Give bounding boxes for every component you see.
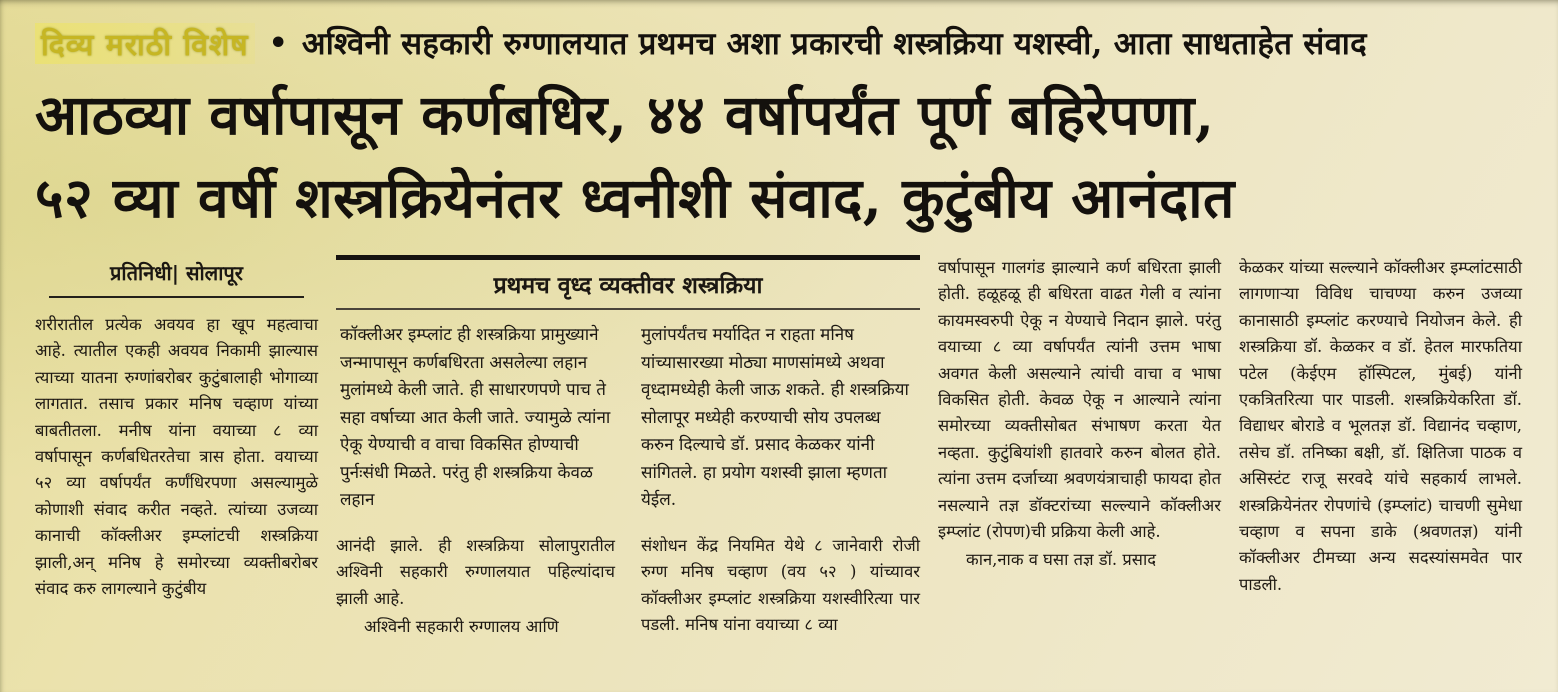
byline: प्रतिनिधी| सोलापूर [49,255,304,298]
column-3 [641,533,920,641]
column-2-3-section [336,255,920,640]
article-body [35,255,1523,640]
column-2-paragraph-2: अश्विनी सहकारी रुग्णालय आणि [364,616,559,636]
infobox-title: प्रथमच वृध्द व्यक्तीवर शस्त्रक्रिया [336,262,920,310]
column-4-paragraph-2: कान,नाक व घसा तज्ञ डॉ. प्रसाद [966,550,1156,570]
column-2-paragraph-1: आनंदी झाले. ही शस्त्रक्रिया सोलापुरातील अश्विनी सहकारी रुग्णालयात पहिल्यांदाच झाली आहे. [336,535,615,608]
column-1 [35,255,318,602]
column-2 [336,533,615,641]
infobox-right-text: मुलांपर्यंतच मर्यादित न राहता मनिष यांच्यासारख्या मोठ्या माणसांमध्ये अथवा वृध्दामध्येही केली जाऊ शकते. ही शस्त्रक्रिया सोलापूर मध्येही करण्याची सोय उपलब्ध करुन दिल्याचे डॉ. प्रसाद केळकर यांनी सांगितले. हा प्रयोग यशस्वी झाला म्हणता येईल. [641,325,909,511]
masthead-logo: दिव्य मराठी विशेष [35,23,255,64]
column-4-paragraph-1: वर्षापासून गालगंड झाल्याने कर्ण बधिरता झाली होती. हळूहळू ही बधिरता वाढत गेली व त्यांना कायमस्वरुपी ऐकू न येण्याचे निदान झाले. परंतु वयाच्या ८ व्या वर्षापर्यंत त्यांनी उत्तम भाषा अवगत केली असल्याने त्यांची वाचा व भाषा विकसित होती. केवळ ऐकू न आल्याने त्यांना समोरच्या व्यक्तीसोबत संभाषण करता येत नव्हता. कुटुंबियांशी हातवारे करुन बोलत होते. त्यांना उत्तम दर्जाच्या श्रवणयंत्राचाही फायदा होत नसल्याने तज्ञ डॉक्टरांच्या सल्ल्याने कॉक्लीअर इम्प्लांट (रोपण)ची प्रक्रिया केली आहे. [938,258,1221,541]
column-4 [938,255,1221,574]
headline-line-2: ५२ व्या वर्षी शस्त्रक्रियेनंतर ध्वनीशी संवाद, कुटुंबीय आनंदात [35,164,1235,230]
kicker-headline: अश्विनी सहकारी रुग्णालयात प्रथमच अशा प्रकारची शस्त्रक्रिया यशस्वी, आता साधताहेत संवाद [301,26,1367,62]
kicker-row [35,22,1523,64]
column-5-text: केळकर यांच्या सल्ल्याने कॉक्लीअर इम्प्लांटसाठी लागणाऱ्या विविध चाचण्या करुन उजव्या कानासाठी इम्प्लांट करण्याचे नियोजन केले. ही शस्त्रक्रिया डॉ. केळकर व डॉ. हेतल मारफतिया पटेल (केईएम हॉस्पिटल, मुंबई) यांनी एकत्रितरित्या पार पाडली. शस्त्रक्रियेकरिता डॉ. विद्याधर बोराडे व भूलतज्ञ डॉ. विद्यानंद चव्हाण, तसेच डॉ. तनिष्का बक्षी, डॉ. क्षितिजा पाठक व असिस्टंट राजू सरवदे यांचे सहकार्य लाभले. शस्त्रक्रियेनंतर रोपणांचे (इम्प्लांट) चाचणी सुमेधा चव्हाण व सपना डाके (श्रवणतज्ञ) यांनी कॉक्लीअर टीमच्या अन्य सदस्यांसमवेत पार पाडली. [1239,258,1522,594]
headline-line-1: आठव्या वर्षापासून कर्णबधिर, ४४ वर्षापर्यंत पूर्ण बहिरेपणा, [35,82,1215,147]
infobox [336,255,920,515]
bullet-icon: • [268,25,288,61]
infobox-columns [336,310,920,515]
column-5 [1239,255,1522,598]
main-headline [35,74,1523,239]
column-3-text: संशोधन केंद्र नियमित येथे ८ जानेवारी रोजी रुग्ण मनिष चव्हाण (वय ५२ ) यांच्यावर कॉक्लीअर इम्प्लांट शस्त्रक्रिया यशस्वीरित्या पार पडली. मनिष यांना वयाच्या ८ व्या [641,535,920,634]
infobox-left-text: कॉक्लीअर इम्प्लांट ही शस्त्रक्रिया प्रामुख्याने जन्मापासून कर्णबधिरता असलेल्या लहान मुलांमध्ये केली जाते. ही साधारणपणे पाच ते सहा वर्षाच्या आत केली जाते. ज्यामुळे त्यांना ऐकू येण्याची व वाचा विकसित होण्याची पुर्नःसंधी मिळते. परंतु ही शस्त्रक्रिया केवळ लहान [340,325,611,511]
under-infobox-columns [336,533,920,641]
column-1-text: शरीरातील प्रत्येक अवयव हा खूप महत्वाचा आहे. त्यातील एकही अवयव निकामी झाल्यास त्याच्या यातना रुग्णांबरोबर कुटुंबालाही भोगाव्या लागतात. तसाच प्रकार मनिष चव्हाण यांच्या बाबतीतला. मनीष यांना वयाच्या ८ व्या वर्षापासून कर्णबधितरतेचा त्रास होता. वयाच्या ५२ व्या वर्षापर्यंत कर्णंधिरपणा असल्यामुळे कोणाशी संवाद करीत नव्हते. त्यांच्या उजव्या कानाची कॉक्लीअर इम्प्लांटची शस्त्रक्रिया झाली,अन् मनिष हे समोरच्या व्यक्तीबरोबर संवाद करु लागल्याने कुटुंबीय [35,315,318,598]
